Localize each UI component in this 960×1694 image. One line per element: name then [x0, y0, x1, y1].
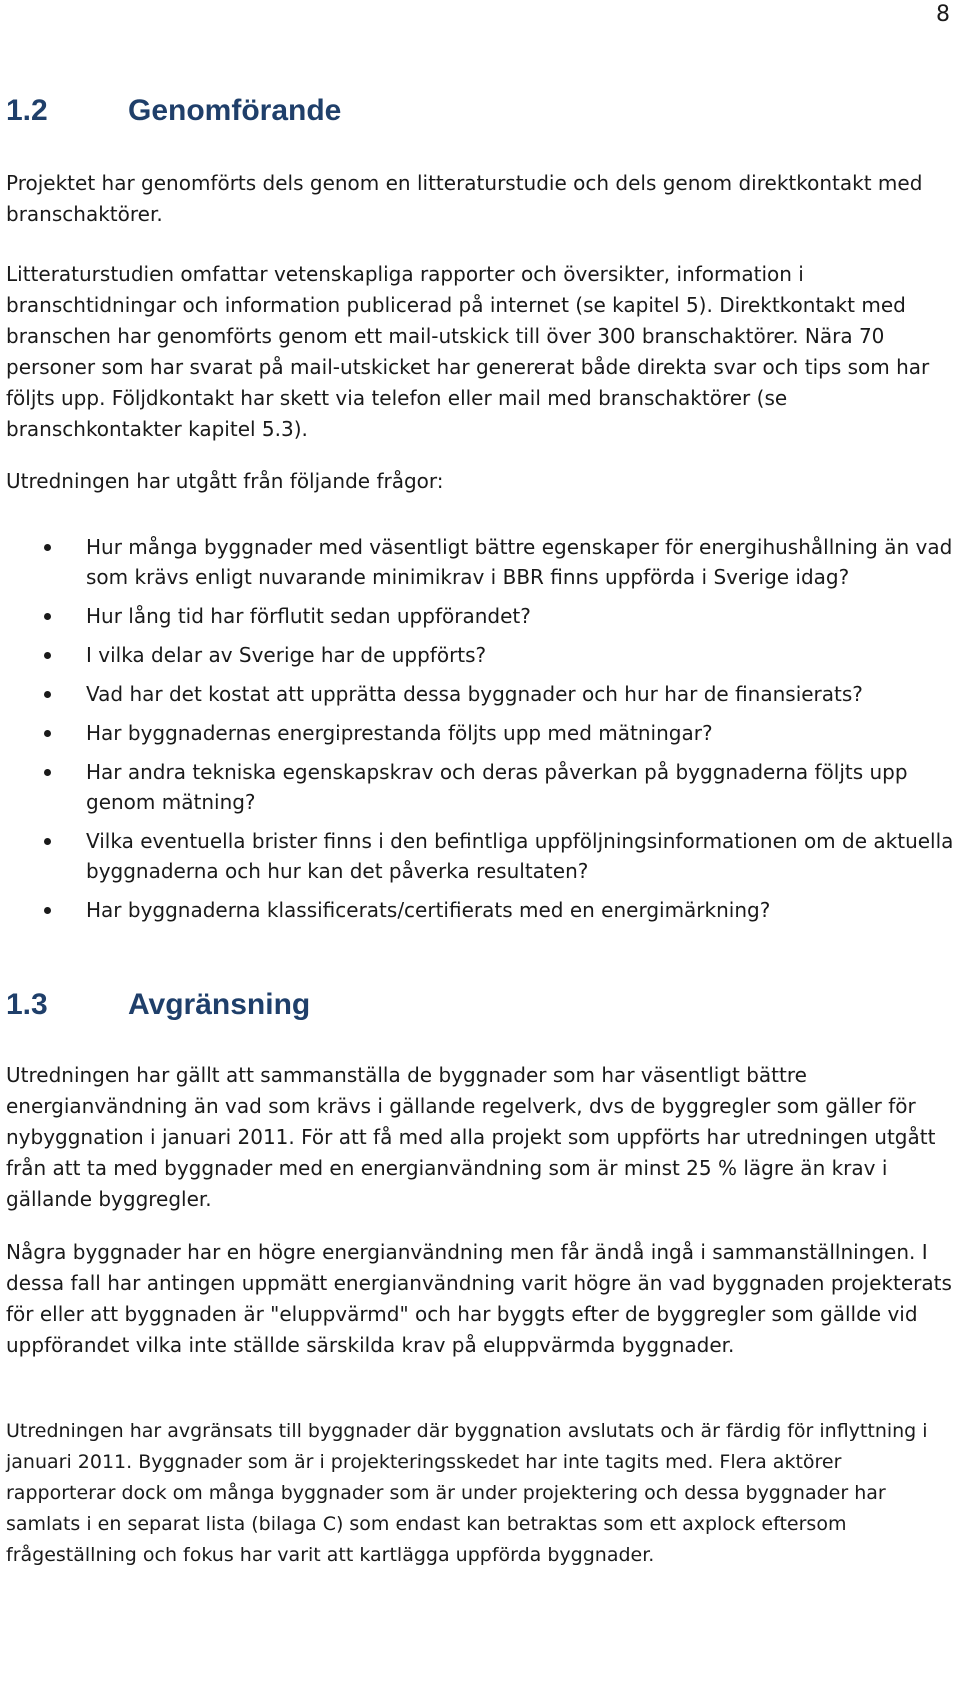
- page-number: 8: [936, 2, 950, 27]
- section-number: 1.3: [6, 988, 48, 1021]
- list-item: I vilka delar av Sverige har de uppförts?: [0, 640, 960, 670]
- scope-paragraph-1: Utredningen har gällt att sammanställa de byggnader som har väsentligt bättre energianvändning än vad som krävs i gällande regelverk, dvs de byggregler som gäller för nybyggnation i januari 2011. För att få med alla projekt som uppförts har utredningen utgått från att ta med byggnader med en energianvändning som är minst 25 % lägre än krav i gällande byggregler.: [6, 1063, 936, 1211]
- list-item: Hur många byggnader med väsentligt bättre egenskaper för energihushållning än vad som krävs enligt nuvarande minimikrav i BBR finns uppförda i Sverige idag?: [0, 532, 960, 592]
- section-title: Avgränsning: [128, 988, 311, 1021]
- intro-paragraph: Projektet har genomförts dels genom en litteraturstudie och dels genom direktkontakt med branschaktörer.: [6, 171, 923, 226]
- list-item: Har andra tekniska egenskapskrav och deras påverkan på byggnaderna följts upp genom mätning?: [0, 757, 960, 817]
- list-item: Vad har det kostat att upprätta dessa byggnader och hur har de finansierats?: [0, 679, 960, 709]
- section-number: 1.2: [6, 94, 48, 127]
- section-heading-genomforande: [6, 94, 341, 128]
- bullet-icon: [44, 544, 51, 551]
- questions-intro: Utredningen har utgått från följande frågor:: [6, 469, 444, 493]
- bullet-icon: [44, 769, 51, 776]
- questions-list: [0, 532, 960, 934]
- bullet-icon: [44, 730, 51, 737]
- list-item: Har byggnaderna klassificerats/certifierats med en energimärkning?: [0, 895, 960, 925]
- list-item: Hur lång tid har förflutit sedan uppförandet?: [0, 601, 960, 631]
- method-paragraph: Litteraturstudien omfattar vetenskapliga rapporter och översikter, information i branschtidningar och information publicerad på internet (se kapitel 5). Direktkontakt med branschen har genomförts genom ett mail-utskick till över 300 branschaktörer. Nära 70 personer som har svarat på mail-utskicket har genererat både direkta svar och tips som har följts upp. Följdkontakt har skett via telefon eller mail med branschaktörer (se branschkontakter kapitel 5.3).: [6, 262, 930, 441]
- bullet-icon: [44, 907, 51, 914]
- section-title: Genomförande: [128, 94, 342, 127]
- list-item: Vilka eventuella brister finns i den befintliga uppföljningsinformationen om de aktuella byggnaderna och hur kan det påverka resultaten?: [0, 826, 960, 886]
- bullet-icon: [44, 838, 51, 845]
- scope-paragraph-2: Några byggnader har en högre energianvändning men får ändå ingå i sammanställningen. I dessa fall har antingen uppmätt energianvändning varit högre än vad byggnaden projekterats för eller att byggnaden är "eluppvärmd" och har byggts efter de byggregler som gällde vid uppförandet vilka inte ställde särskilda krav på eluppvärmda byggnader.: [6, 1240, 952, 1357]
- list-item: Har byggnadernas energiprestanda följts upp med mätningar?: [0, 718, 960, 748]
- section-heading-avgransning: [6, 988, 310, 1022]
- scope-paragraph-3: Utredningen har avgränsats till byggnader där byggnation avslutats och är färdig för inflyttning i januari 2011. Byggnader som är i projekteringsskedet har inte tagits med. Flera aktörer rapporterar dock om många byggnader som är under projektering och dessa byggnader har samlats i en separat lista (bilaga C) som endast kan betraktas som ett axplock eftersom frågeställning och fokus har varit att kartlägga uppförda byggnader.: [6, 1420, 928, 1566]
- bullet-icon: [44, 613, 51, 620]
- bullet-icon: [44, 652, 51, 659]
- bullet-icon: [44, 691, 51, 698]
